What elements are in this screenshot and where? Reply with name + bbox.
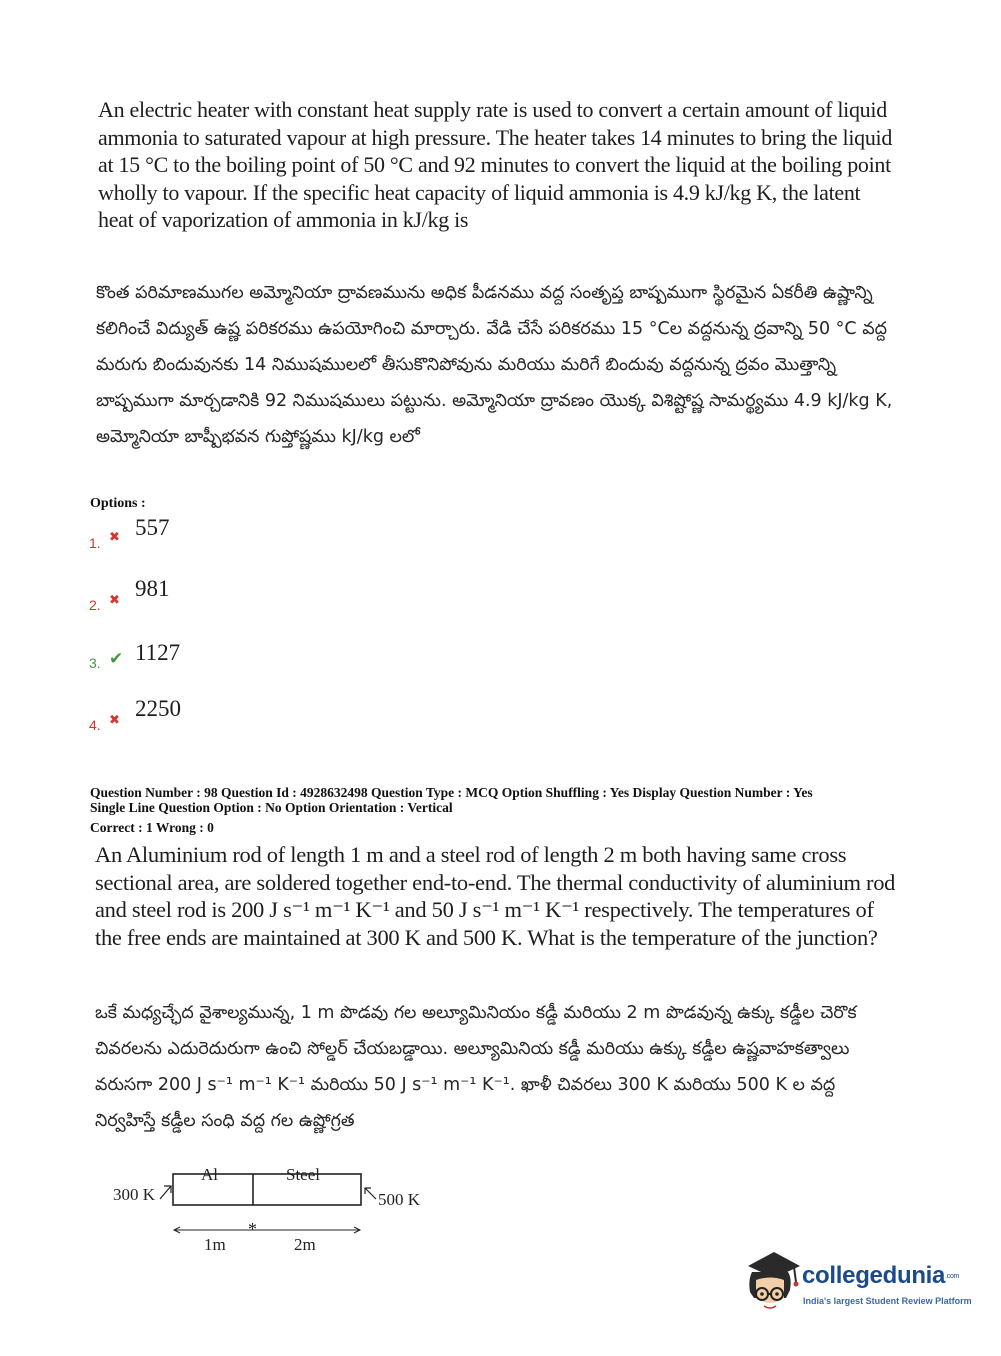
option-number: 2. — [89, 597, 101, 613]
question-98-meta-line1: Question Number : 98 Question Id : 4928632498 Question Type : MCQ Option Shuffling : Yes Display Question Number : Yes — [90, 785, 813, 800]
diagram-lines — [100, 1165, 440, 1260]
length-aluminium: 1m — [204, 1235, 226, 1254]
question-98-english: An Aluminium rod of length 1 m and a steel rod of length 2 m both having same cross sectional area, are soldered together end-to-end. The thermal conductivity of aluminium rod and steel rod is 200 J s⁻¹ m⁻¹ K⁻¹ and 50 J s⁻¹ m⁻¹ K⁻¹ respectively. The temperatures of the free ends are maintained at 300 K and 500 K. What is the temperature of the junction? — [95, 842, 896, 950]
mascot-icon — [740, 1250, 802, 1320]
option-value: 2250 — [135, 696, 181, 721]
length-steel: 2m — [294, 1235, 316, 1254]
logo-name-text: collegedunia — [802, 1262, 946, 1289]
options-label: Options : — [90, 496, 146, 511]
aluminium-label: Al — [201, 1165, 218, 1184]
junction-marker: * — [248, 1219, 257, 1239]
option-value: 1127 — [135, 640, 181, 665]
check-icon: ✔ — [109, 649, 124, 669]
option-value: 557 — [135, 515, 170, 540]
question-97-telugu: కొంత పరిమాణముగల అమ్మోనియా ద్రావణమును అధిక పీడనము వద్ద సంతృప్త బాష్పముగా స్థిరమైన ఏకరీతి ఉష్ణాన్ని కలిగించే విద్యుత్ ఉష్ణ పరికరము ఉపయోగించి మార్చారు. వేడి చేసే పరికరము 15 °Cల వద్దనున్న ద్రవాన్ని 50 °C వద్ద మరుగు బిందువునకు 14 నిముషములలో తీసుకొనిపోవును మరియు మరిగే బిందువు వద్దనున్న ద్రవం మొత్తాన్ని బాష్పముగా మార్చడానికి 92 నిముషములు పట్టును. అమ్మోనియా ద్రావణం యొక్క విశిష్టోష్ణ సామర్థ్యము 4.9 kJ/kg K, అమ్మోనియా బాష్పీభవన గుప్తోష్ణము kJ/kg లలో — [96, 283, 893, 447]
question-98-telugu: ఒకే మధ్యచ్ఛేద వైశాల్యమున్న, 1 m పొడవు గల అల్యూమినియం కడ్డీ మరియు 2 m పొడవున్న ఉక్కు కడ్డీల చెరొక చివరలను ఎదురెదురుగా ఉంచి సోల్డర్ చేయబడ్డాయి. అల్యూమినియ కడ్డీ మరియు ఉక్కు కడ్డీల ఉష్ణవాహకత్వాలు వరుసగా 200 J s⁻¹ m⁻¹ K⁻¹ మరియు 50 J s⁻¹ m⁻¹ K⁻¹. ఖాళీ చివరలు 300 K మరియు 500 K ల వద్ద నిర్వహిస్తే కడ్డీల సంధి వద్ద గల ఉష్ణోగ్రత — [95, 1003, 857, 1131]
logo-dotcom: .com — [945, 1273, 960, 1281]
option-number: 1. — [89, 535, 101, 551]
right-temperature: 500 K — [378, 1190, 421, 1209]
cross-icon: ✖ — [109, 530, 120, 545]
collegedunia-logo[interactable] — [740, 1250, 980, 1320]
left-temperature: 300 K — [113, 1185, 156, 1204]
steel-label: Steel — [286, 1165, 320, 1184]
cross-icon: ✖ — [109, 713, 120, 728]
option-value: 981 — [135, 576, 170, 601]
logo-wordmark — [802, 1262, 959, 1290]
option-number: 3. — [89, 655, 101, 671]
question-97-english: An electric heater with constant heat supply rate is used to convert a certain amount of liquid ammonia to saturated vapour at high pressure. The heater takes 14 minutes to bring the liquid at 15 °C to the boiling point of 50 °C and 92 minutes to convert the liquid at the boiling point wholly to vapour. If the specific heat capacity of liquid ammonia is 4.9 kJ/kg K, the latent heat of vaporization of ammonia in kJ/kg is — [98, 97, 893, 232]
cross-icon: ✖ — [109, 593, 120, 608]
logo-tagline: India's largest Student Review Platform — [803, 1296, 972, 1306]
option-number: 4. — [89, 717, 101, 733]
rod-diagram — [100, 1165, 440, 1260]
question-98-meta-line2: Single Line Question Option : No Option Orientation : Vertical — [90, 800, 453, 815]
question-98-marks: Correct : 1 Wrong : 0 — [90, 820, 214, 835]
